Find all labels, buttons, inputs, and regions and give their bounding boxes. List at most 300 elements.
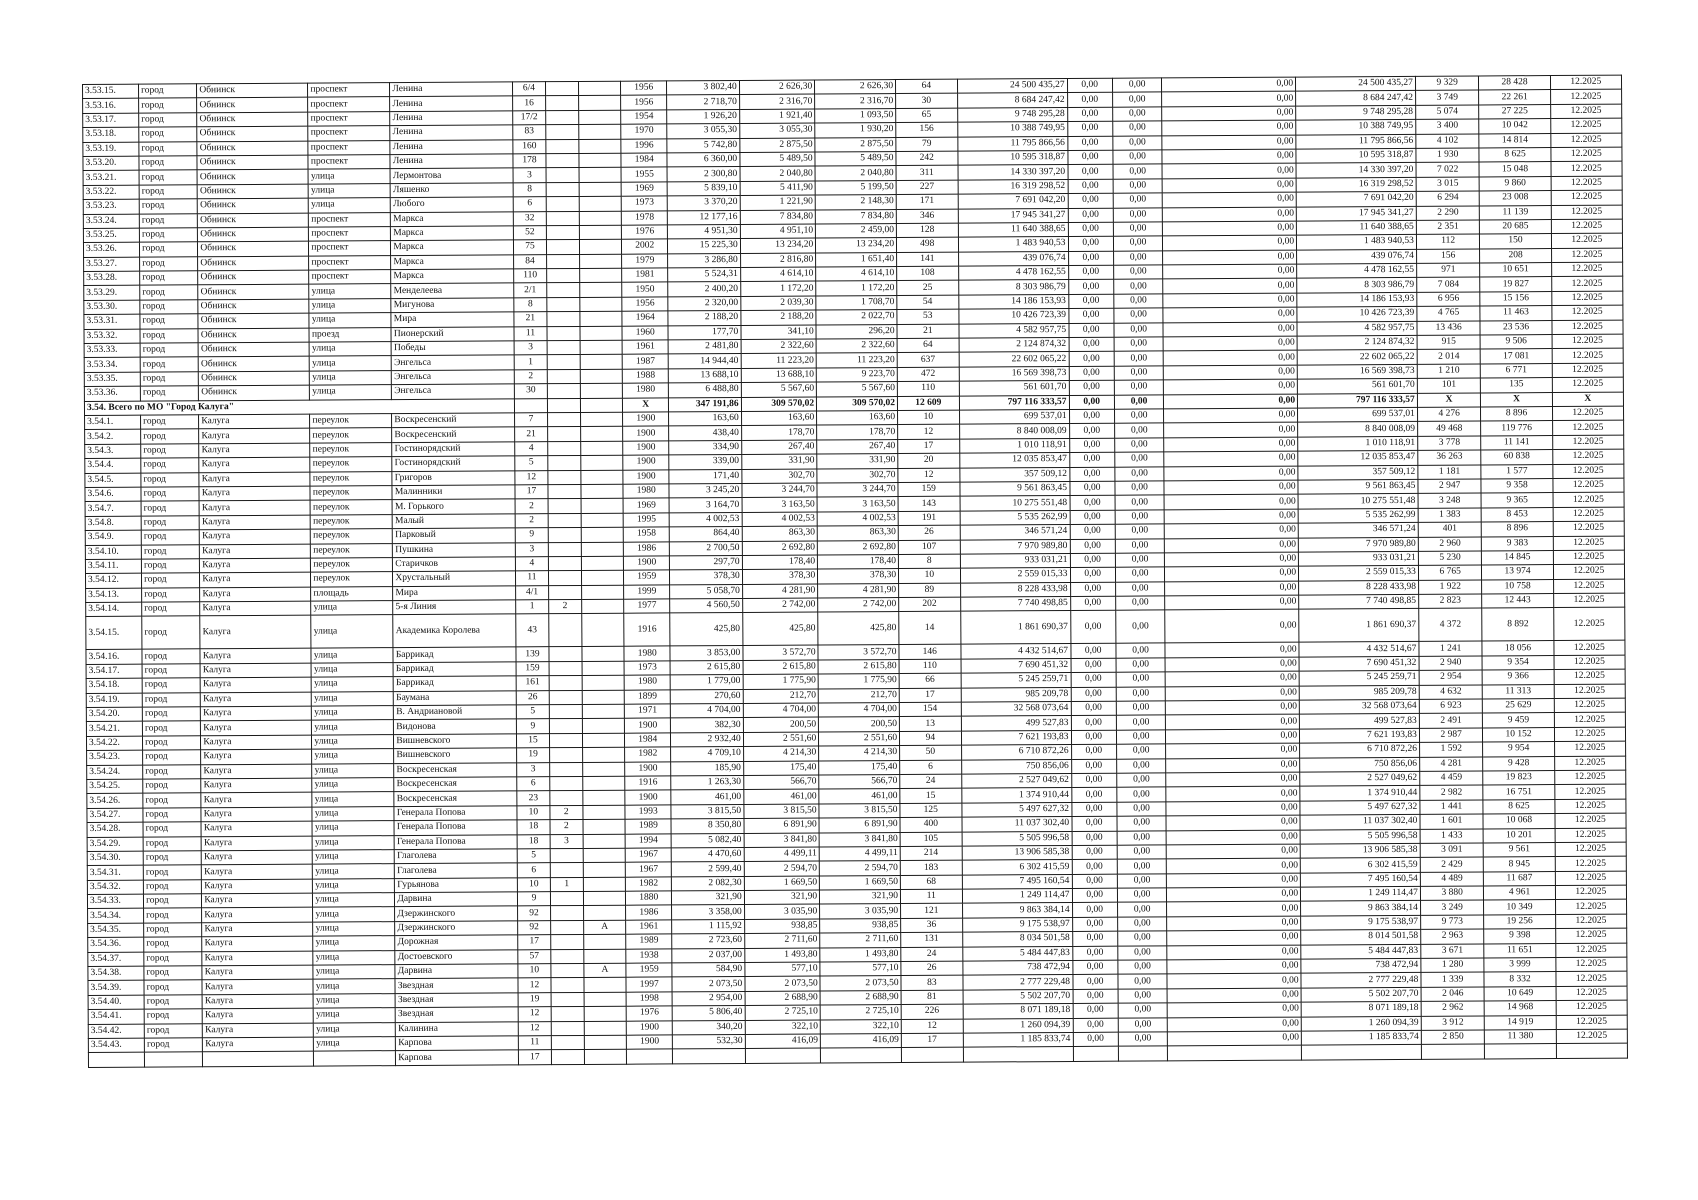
cell-row-number: 3.54.38. (88, 966, 144, 981)
cell-fund-share-2: 0,00 (1118, 946, 1168, 961)
cell-year-built: 1900 (623, 556, 669, 571)
cell-unit-cost-2: 14 845 (1482, 550, 1553, 565)
cell-total-area: 14 944,40 (669, 354, 741, 369)
cell-building (546, 211, 580, 226)
cell-unit-cost-2: 9 860 (1480, 176, 1551, 191)
cell-house-number: 17 (515, 485, 547, 500)
cell-house-number: 9 (518, 892, 550, 907)
cell-settlement-name: Калуга (200, 616, 311, 650)
cell-residents-count: 226 (901, 1004, 963, 1019)
cell-house-number: 139 (516, 647, 548, 662)
cell-living-area: 200,50 (743, 717, 819, 732)
cell-street-name: Дарвина (395, 964, 518, 979)
cell-repair-cost-total: 4 582 957,75 (959, 323, 1069, 338)
cell-regional-cost: 5 245 259,71 (1299, 671, 1419, 686)
cell-residents-count: 54 (897, 295, 959, 310)
cell-unit-cost-2: 9 561 (1484, 842, 1555, 857)
cell-building (551, 978, 585, 993)
cell-residential-area: 296,20 (816, 324, 897, 339)
cell-year-built: 1987 (622, 354, 668, 369)
cell-fund-share-3: 0,00 (1164, 422, 1298, 437)
cell-letter (580, 398, 622, 413)
cell-residents-count: 214 (900, 846, 962, 861)
cell-row-number: 3.54.34. (88, 909, 144, 924)
cell-unit-cost-1: 112 (1416, 234, 1480, 249)
cell-residential-area: 425,80 (818, 612, 899, 645)
cell-unit-cost-2: 15 048 (1479, 162, 1550, 177)
cell-regional-cost: 2 124 874,32 (1297, 335, 1417, 350)
cell-letter (581, 441, 623, 456)
cell-fund-share-1: 0,00 (1069, 395, 1114, 410)
cell-completion-date: 12.2025 (1550, 75, 1621, 90)
cell-building (550, 906, 584, 921)
cell-regional-cost: 14 186 153,93 (1297, 292, 1417, 307)
cell-completion-date: 12.2025 (1553, 579, 1624, 594)
cell-settlement-name: Калуга (201, 764, 312, 779)
cell-street-name: Мира (391, 312, 514, 327)
cell-total-area: 4 002,53 (670, 512, 742, 527)
cell-unit-cost-2: 1 577 (1481, 464, 1552, 479)
cell-residential-area: 5 567,60 (817, 382, 898, 397)
cell-letter: А (584, 963, 626, 978)
cell-street-type: переулок (311, 572, 393, 587)
cell-unit-cost-2: 16 751 (1483, 785, 1554, 800)
cell-fund-share-2: 0,00 (1114, 279, 1164, 294)
cell-unit-cost-2: 9 506 (1481, 335, 1552, 350)
cell-residents-count: 64 (896, 79, 958, 94)
cell-settlement-name: Калуга (201, 749, 312, 764)
cell-letter (580, 355, 622, 370)
cell-residential-area: 175,40 (819, 760, 900, 775)
cell-fund-share-1: 0,00 (1071, 759, 1116, 774)
cell-house-number: 110 (514, 269, 546, 284)
cell-unit-cost-1: 2 940 (1419, 656, 1483, 671)
cell-street-name: Воскресенская (394, 762, 517, 777)
cell-settlement-name: Калуга (201, 807, 312, 822)
cell-unit-cost-2: 3 999 (1484, 958, 1555, 973)
cell-street-name: Воскресенская (394, 791, 517, 806)
cell-fund-share-3: 0,00 (1166, 729, 1300, 744)
cell-fund-share-1: 0,00 (1072, 860, 1117, 875)
cell-fund-share-3: 0,00 (1163, 250, 1297, 265)
cell-residents-count: 8 (898, 554, 960, 569)
cell-street-name: В. Андриановой (394, 705, 517, 720)
cell-living-area: 2 688,90 (745, 991, 821, 1006)
cell-living-area: 3 163,50 (742, 497, 818, 512)
cell-street-type: улица (312, 778, 394, 793)
cell-fund-share-3: 0,00 (1164, 451, 1298, 466)
cell-row-number: 3.53.18. (83, 127, 139, 142)
cell-regional-cost: 1 249 114,47 (1301, 886, 1421, 901)
cell-total-area: 2 082,30 (672, 876, 744, 891)
cell-fund-share-2 (1118, 1046, 1168, 1061)
cell-completion-date: 12.2025 (1551, 190, 1622, 205)
cell-letter (581, 427, 623, 442)
cell-street-type: переулок (311, 558, 393, 573)
cell-building (546, 225, 580, 240)
cell-residential-area: 378,30 (818, 569, 899, 584)
cell-settlement-name: Калуга (201, 836, 312, 851)
cell-residents-count: 81 (901, 990, 963, 1005)
cell-residents-count: 11 (900, 889, 962, 904)
cell-fund-share-1: 0,00 (1072, 946, 1117, 961)
cell-fund-share-1: 0,00 (1070, 596, 1115, 611)
cell-residential-area: 4 704,00 (818, 703, 899, 718)
cell-repair-cost-total: 9 175 538,97 (962, 917, 1072, 932)
register-table-body (83, 75, 1628, 1067)
cell-fund-share-1: 0,00 (1072, 831, 1117, 846)
cell-unit-cost-1: 3 778 (1418, 436, 1482, 451)
cell-repair-cost-total: 1 010 118,91 (959, 438, 1069, 453)
cell-street-name: Менделеева (391, 283, 514, 298)
cell-residential-area: 2 725,10 (820, 1005, 901, 1020)
cell-regional-cost: 499 527,83 (1300, 714, 1420, 729)
cell-repair-cost-total: 4 478 162,55 (958, 266, 1068, 281)
cell-street-type: улица (312, 792, 394, 807)
cell-settlement-type: город (142, 649, 200, 664)
cell-residents-count: 12 (901, 1019, 963, 1034)
cell-fund-share-3: 0,00 (1167, 830, 1301, 845)
cell-total-area: 340,20 (673, 1020, 745, 1035)
cell-regional-cost (1302, 1045, 1422, 1060)
cell-row-number: 3.53.35. (84, 372, 140, 387)
cell-unit-cost-1: 101 (1417, 378, 1481, 393)
cell-living-area: 7 834,80 (740, 210, 816, 225)
cell-house-number: 2 (515, 369, 547, 384)
cell-letter (581, 527, 623, 542)
cell-year-built: 1973 (621, 196, 667, 211)
cell-fund-share-2: 0,00 (1115, 510, 1165, 525)
cell-repair-cost-total: 750 856,06 (961, 759, 1071, 774)
cell-row-number: 3.54.8. (85, 516, 141, 531)
cell-repair-cost-total: 5 535 262,99 (960, 510, 1070, 525)
cell-street-name: Маркса (391, 211, 514, 226)
cell-fund-share-1: 0,00 (1067, 136, 1112, 151)
cell-house-number: 159 (516, 662, 548, 677)
cell-fund-share-3: 0,00 (1166, 686, 1300, 701)
cell-living-area: 461,00 (744, 789, 820, 804)
cell-completion-date: 12.2025 (1556, 1015, 1627, 1030)
cell-unit-cost-2: 11 380 (1485, 1030, 1556, 1045)
cell-unit-cost-1: 1 210 (1417, 364, 1481, 379)
cell-unit-cost-2: 17 081 (1481, 349, 1552, 364)
cell-total-area: 2 700,50 (670, 541, 742, 556)
cell-unit-cost-2: 11 687 (1484, 871, 1555, 886)
cell-fund-share-1: 0,00 (1069, 467, 1114, 482)
cell-row-number: 3.53.24. (83, 214, 139, 229)
cell-completion-date: 12.2025 (1554, 684, 1625, 699)
cell-residents-count: 10 (898, 410, 960, 425)
cell-fund-share-3: 0,00 (1163, 279, 1297, 294)
cell-settlement-type (144, 1052, 202, 1067)
cell-house-number: 84 (514, 254, 546, 269)
cell-total-area: 3 245,20 (669, 483, 741, 498)
cell-unit-cost-2: 12 443 (1482, 594, 1553, 609)
cell-fund-share-2: 0,00 (1117, 902, 1167, 917)
cell-fund-share-3: 0,00 (1164, 466, 1298, 481)
cell-building: 1 (550, 877, 584, 892)
cell-living-area: 13 688,10 (741, 368, 817, 383)
cell-residents-count: 400 (900, 817, 962, 832)
cell-street-type: улица (313, 979, 395, 994)
cell-repair-cost-total: 1 185 833,74 (963, 1032, 1073, 1047)
cell-letter (580, 268, 622, 283)
cell-settlement-name: Обнинск (198, 328, 309, 343)
section-total-label: 3.54. Всего по МО "Город Калуга" (84, 398, 514, 415)
cell-regional-cost: 22 602 065,22 (1297, 350, 1417, 365)
cell-street-type: улица (312, 835, 394, 850)
cell-residential-area: 2 551,60 (819, 731, 900, 746)
cell-residents-count: 131 (901, 932, 963, 947)
cell-letter (584, 949, 626, 964)
cell-unit-cost-2: 22 261 (1479, 90, 1550, 105)
cell-total-area: 339,00 (669, 455, 741, 470)
cell-settlement-type: город (140, 271, 198, 286)
cell-settlement-type: город (141, 501, 199, 516)
cell-settlement-name: Калуга (200, 663, 311, 678)
cell-street-type: переулок (310, 457, 392, 472)
cell-street-name: Пушкина (393, 542, 516, 557)
cell-fund-share-2: 0,00 (1117, 845, 1167, 860)
cell-regional-cost: 1 010 118,91 (1298, 436, 1418, 451)
cell-letter (583, 819, 625, 834)
cell-row-number: 3.54.15. (86, 617, 142, 650)
cell-house-number: 6 (513, 197, 545, 212)
cell-completion-date: 12.2025 (1553, 521, 1624, 536)
cell-settlement-name: Калуга (201, 850, 312, 865)
cell-residential-area: 4 499,11 (819, 846, 900, 861)
cell-living-area: 425,80 (742, 612, 818, 645)
cell-living-area: 5 489,50 (740, 152, 816, 167)
cell-letter (582, 585, 624, 600)
cell-total-area: 2 400,20 (668, 282, 740, 297)
cell-residents-count: 154 (899, 702, 961, 717)
cell-unit-cost-1: 9 773 (1420, 915, 1484, 930)
cell-house-number: 26 (516, 690, 548, 705)
cell-letter (579, 153, 621, 168)
cell-living-area: 1 775,90 (743, 674, 819, 689)
cell-settlement-name: Калуга (200, 572, 311, 587)
cell-repair-cost-total: 8 228 433,98 (960, 582, 1070, 597)
cell-unit-cost-2: 11 313 (1483, 684, 1554, 699)
cell-repair-cost-total: 9 561 863,45 (959, 481, 1069, 496)
cell-unit-cost-1: 1 441 (1420, 800, 1484, 815)
cell-row-number: 3.54.11. (85, 559, 141, 574)
cell-residential-area: 13 234,20 (816, 238, 897, 253)
cell-unit-cost-1: 3 749 (1415, 90, 1479, 105)
cell-unit-cost-2: 10 758 (1482, 579, 1553, 594)
cell-street-name: Маркса (391, 269, 514, 284)
cell-completion-date: 12.2025 (1553, 507, 1624, 522)
cell-building (546, 153, 580, 168)
cell-street-type: улица (312, 749, 394, 764)
cell-regional-cost: 439 076,74 (1297, 249, 1417, 264)
cell-fund-share-3: 0,00 (1164, 408, 1298, 423)
cell-repair-cost-total: 5 502 207,70 (963, 989, 1073, 1004)
cell-fund-share-2: 0,00 (1116, 701, 1166, 716)
cell-fund-share-2: 0,00 (1117, 802, 1167, 817)
cell-total-area: 532,30 (673, 1034, 745, 1049)
cell-residents-count: 64 (897, 338, 959, 353)
cell-year-built: 1993 (625, 805, 671, 820)
cell-living-area: 2 742,00 (742, 598, 818, 613)
cell-year-built: 1967 (625, 848, 671, 863)
cell-settlement-type: город (144, 923, 202, 938)
cell-total-area: 3 370,20 (668, 196, 740, 211)
cell-residents-count: 128 (896, 223, 958, 238)
cell-regional-cost: 738 472,94 (1301, 958, 1421, 973)
cell-residential-area: 309 570,02 (817, 396, 898, 411)
cell-settlement-type: город (139, 228, 197, 243)
cell-fund-share-3: 0,00 (1165, 595, 1299, 610)
cell-total-area: 3 815,50 (671, 804, 743, 819)
cell-row-number: 3.54.1. (85, 415, 141, 430)
cell-fund-share-1: 0,00 (1072, 917, 1117, 932)
cell-row-number: 3.54.40. (88, 995, 144, 1010)
cell-settlement-type: город (144, 908, 202, 923)
cell-year-built: 1978 (621, 210, 667, 225)
cell-settlement-name: Обнинск (197, 155, 308, 170)
cell-residents-count: 24 (901, 947, 963, 962)
cell-settlement-type: город (139, 113, 197, 128)
cell-total-area: 425,80 (670, 613, 742, 646)
cell-house-number: 75 (514, 240, 546, 255)
cell-building (551, 1007, 585, 1022)
cell-living-area: 309 570,02 (741, 397, 817, 412)
cell-settlement-type: город (141, 487, 199, 502)
cell-total-area: 5 806,40 (673, 1006, 745, 1021)
cell-row-number: 3.53.36. (84, 386, 140, 401)
cell-street-name: Мира (393, 586, 516, 601)
cell-residents-count: 94 (900, 731, 962, 746)
cell-letter (581, 455, 623, 470)
cell-fund-share-2: 0,00 (1114, 438, 1164, 453)
cell-settlement-type: город (142, 707, 200, 722)
cell-residential-area: 3 244,70 (817, 482, 898, 497)
cell-row-number: 3.54.37. (88, 952, 144, 967)
cell-living-area: 5 567,60 (741, 382, 817, 397)
cell-street-type: проспект (308, 83, 390, 98)
cell-repair-cost-total: 10 388 749,95 (957, 122, 1067, 137)
cell-settlement-name: Калуга (203, 1023, 314, 1038)
cell-settlement-name: Обнинск (197, 184, 308, 199)
cell-living-area: 1 221,90 (740, 195, 816, 210)
cell-settlement-name: Калуга (203, 1037, 314, 1052)
cell-residential-area: 302,70 (817, 468, 898, 483)
cell-unit-cost-1: 9 329 (1415, 76, 1479, 91)
cell-fund-share-2: 0,00 (1118, 960, 1168, 975)
cell-fund-share-2: 0,00 (1116, 658, 1166, 673)
cell-settlement-name: Калуга (201, 735, 312, 750)
cell-letter (584, 1050, 626, 1065)
cell-completion-date: 12.2025 (1554, 641, 1625, 656)
cell-settlement-name: Калуга (199, 500, 310, 515)
cell-living-area: 2 316,70 (739, 94, 815, 109)
cell-completion-date: 12.2025 (1555, 914, 1626, 929)
cell-street-name: Калинина (396, 1021, 519, 1036)
cell-settlement-type: город (143, 879, 201, 894)
cell-letter (583, 805, 625, 820)
cell-settlement-name: Обнинск (197, 126, 308, 141)
cell-fund-share-1: 0,00 (1071, 716, 1116, 731)
cell-row-number: 3.54.33. (87, 894, 143, 909)
cell-regional-cost: 6 710 872,26 (1300, 743, 1420, 758)
cell-house-number: 3 (516, 542, 548, 557)
cell-row-number: 3.54.24. (87, 765, 143, 780)
cell-settlement-name: Калуга (200, 649, 311, 664)
cell-total-area: 3 164,70 (669, 498, 741, 513)
cell-repair-cost-total: 7 495 160,54 (962, 874, 1072, 889)
cell-letter (582, 704, 624, 719)
cell-fund-share-1: 0,00 (1069, 424, 1114, 439)
cell-fund-share-2: 0,00 (1113, 135, 1163, 150)
cell-settlement-name: Калуга (200, 677, 311, 692)
cell-residential-area: 6 891,90 (819, 818, 900, 833)
cell-completion-date: 12.2025 (1551, 248, 1622, 263)
cell-street-type: улица (313, 993, 395, 1008)
cell-unit-cost-2: 8 945 (1484, 857, 1555, 872)
cell-building: 2 (548, 600, 582, 615)
cell-building (550, 863, 584, 878)
cell-residential-area: 322,10 (820, 1019, 901, 1034)
cell-completion-date: 12.2025 (1555, 799, 1626, 814)
cell-settlement-type: город (140, 300, 198, 315)
cell-year-built: 1996 (621, 138, 667, 153)
cell-house-number (515, 398, 547, 413)
cell-building (550, 949, 584, 964)
cell-fund-share-2: 0,00 (1117, 888, 1167, 903)
cell-residents-count: 17 (901, 1033, 963, 1048)
cell-residential-area: 11 223,20 (816, 353, 897, 368)
cell-residents-count: 125 (900, 803, 962, 818)
cell-fund-share-3: 0,00 (1167, 902, 1301, 917)
cell-fund-share-1: 0,00 (1072, 975, 1117, 990)
cell-street-name: Звездная (395, 978, 518, 993)
cell-living-area: 4 704,00 (743, 703, 819, 718)
cell-residents-count: 159 (898, 482, 960, 497)
cell-building (546, 254, 580, 269)
cell-year-built: 1998 (626, 992, 672, 1007)
cell-fund-share-1: 0,00 (1069, 380, 1114, 395)
cell-street-type: проспект (309, 212, 391, 227)
cell-living-area: 4 951,10 (740, 224, 816, 239)
cell-regional-cost: 11 640 388,65 (1297, 220, 1417, 235)
cell-street-name: Воскресенский (392, 413, 515, 428)
cell-street-name: Гостинорядский (392, 442, 515, 457)
cell-living-area: 2 626,30 (739, 80, 815, 95)
cell-residents-count: 36 (901, 918, 963, 933)
cell-living-area: 3 244,70 (742, 483, 818, 498)
cell-unit-cost-2: 135 (1481, 378, 1552, 393)
cell-unit-cost-1: 6 956 (1417, 292, 1481, 307)
cell-settlement-type: город (140, 242, 198, 257)
cell-fund-share-1: 0,00 (1070, 567, 1115, 582)
cell-house-number: 4 (516, 557, 548, 572)
cell-repair-cost-total: 1 260 094,39 (963, 1018, 1073, 1033)
cell-repair-cost-total: 2 777 229,48 (962, 975, 1072, 990)
cell-fund-share-1: 0,00 (1069, 352, 1114, 367)
cell-regional-cost: 4 582 957,75 (1297, 321, 1417, 336)
cell-repair-cost-total: 8 071 189,18 (963, 1004, 1073, 1019)
cell-fund-share-3: 0,00 (1164, 437, 1298, 452)
cell-fund-share-1: 0,00 (1070, 611, 1115, 644)
cell-fund-share-3: 0,00 (1162, 120, 1296, 135)
cell-fund-share-2: 0,00 (1112, 92, 1162, 107)
cell-fund-share-3: 0,00 (1164, 480, 1298, 495)
cell-fund-share-3: 0,00 (1165, 523, 1299, 538)
cell-repair-cost-total: 10 426 723,39 (958, 309, 1068, 324)
cell-row-number: 3.54.20. (86, 707, 142, 722)
